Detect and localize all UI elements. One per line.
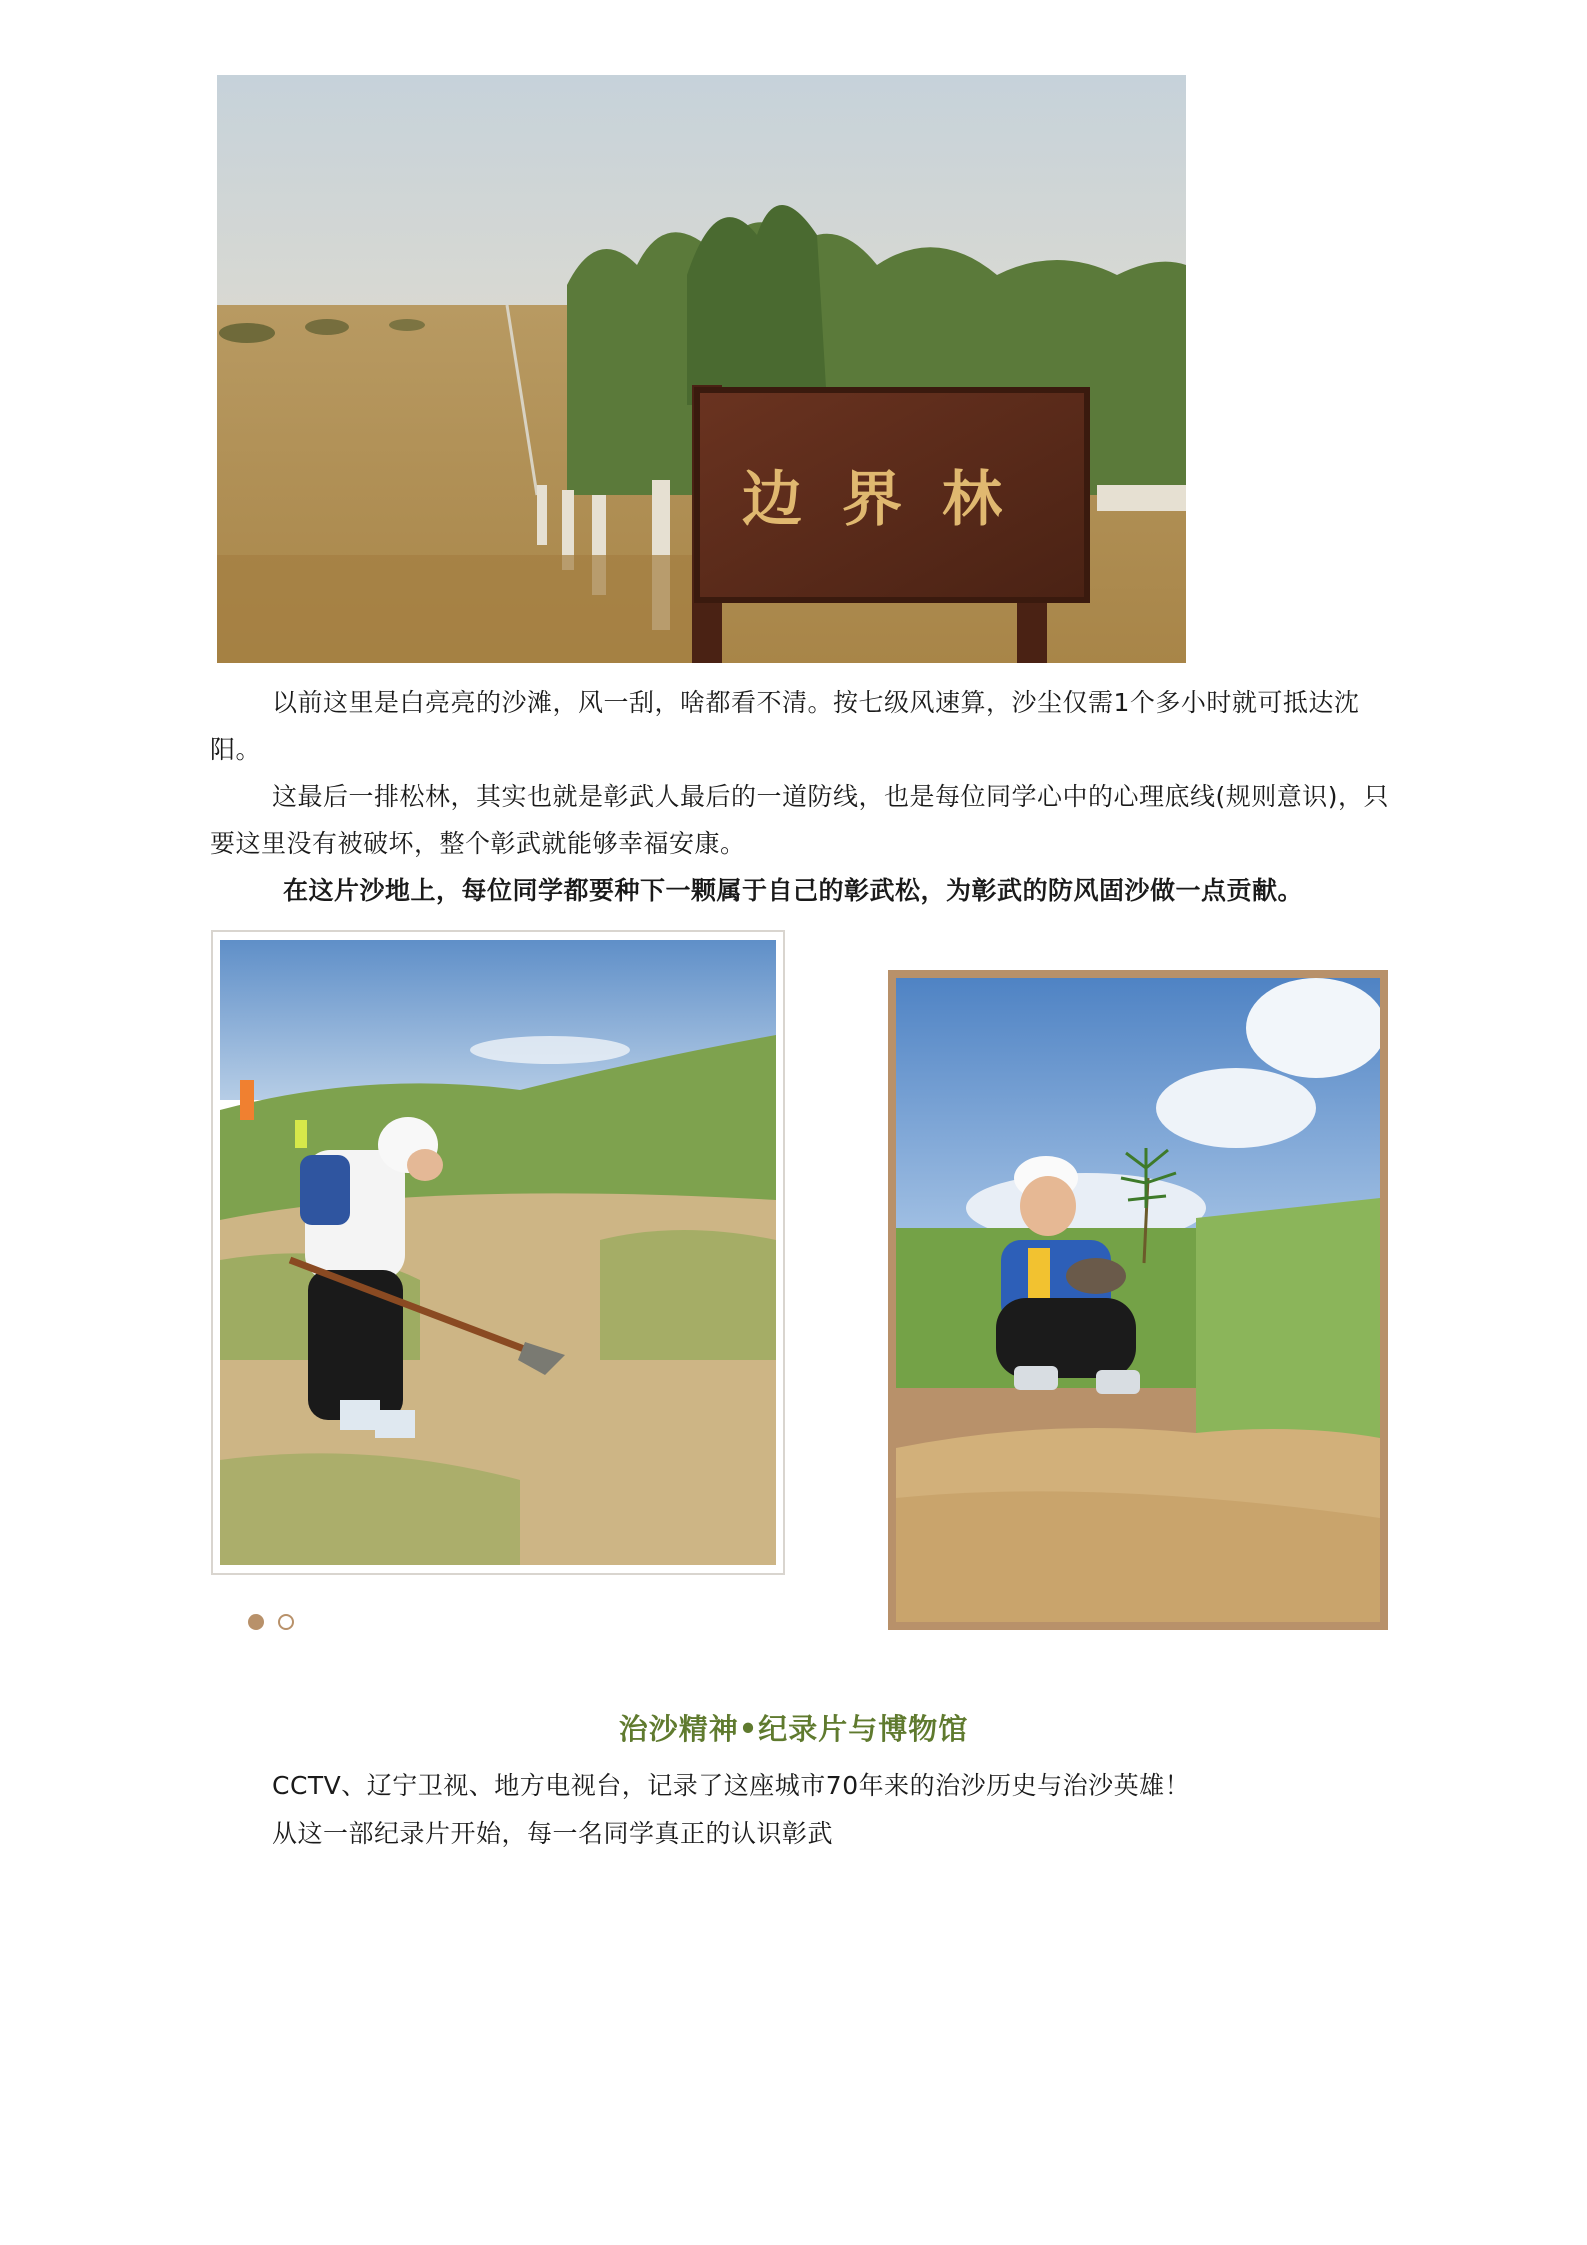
sign-text: 边界林 xyxy=(742,465,1042,535)
paragraph-text: 这最后一排松林，其实也就是彰武人最后的一道防线，也是每位同学心中的心理底线(规则意识)，只要这里没有被破坏，整个彰武就能够幸福安康。 xyxy=(210,782,1390,858)
carousel-dot[interactable] xyxy=(278,1614,294,1630)
paragraph-text: 以前这里是白亮亮的沙滩，风一刮，啥都看不清。按七级风速算，沙尘仅需1个多小时就可抵达沈阳。 xyxy=(210,688,1360,764)
border-forest-photo xyxy=(217,75,1186,663)
section-line: 从这一部纪录片开始，每一名同学真正的认识彰武 xyxy=(272,1819,834,1848)
paragraph-defense-line xyxy=(210,773,1390,867)
carousel-dot-active[interactable] xyxy=(248,1614,264,1630)
boy-with-seedling-photo xyxy=(896,978,1380,1622)
section-title: 治沙精神•纪录片与博物馆 xyxy=(618,1712,969,1746)
paragraph-sand-history xyxy=(210,679,1390,773)
student-digging-photo xyxy=(220,940,776,1565)
section-line: CCTV、辽宁卫视、地方电视台，记录了这座城市70年来的治沙历史与治沙英雄！ xyxy=(272,1771,1191,1800)
section-intro xyxy=(272,1762,1422,1858)
paragraph-plant-pine: 在这片沙地上，每位同学都要种下一颗属于自己的彰武松，为彰武的防风固沙做一点贡献。 xyxy=(283,876,1304,905)
